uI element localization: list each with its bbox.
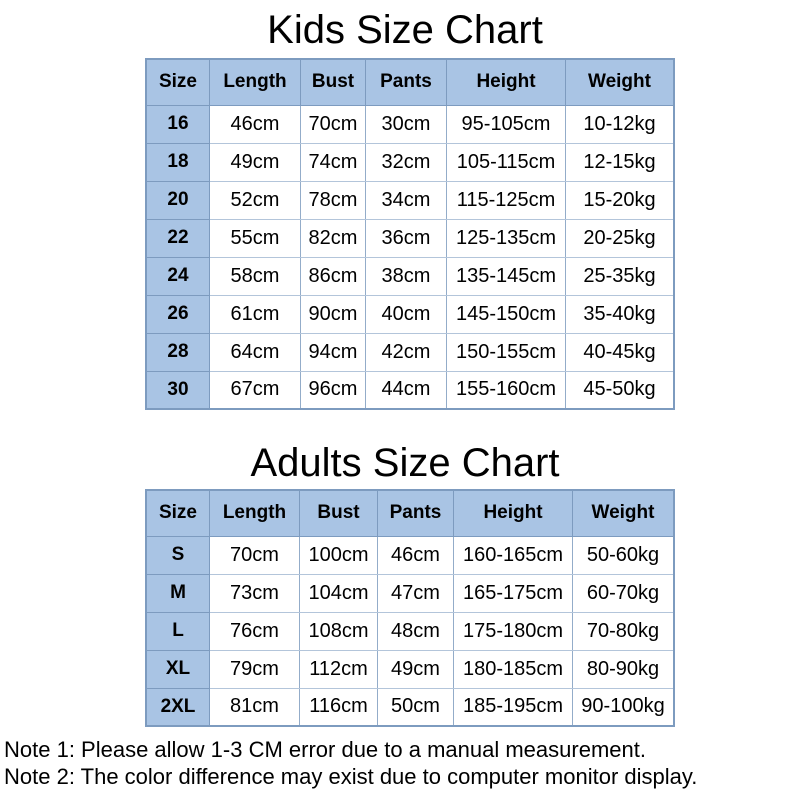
value-cell: 49cm [210, 143, 301, 181]
table-row [146, 105, 674, 143]
value-cell: 90cm [301, 295, 366, 333]
value-cell: 30cm [366, 105, 447, 143]
value-cell: 36cm [366, 219, 447, 257]
value-cell: 180-185cm [454, 650, 573, 688]
size-label-cell: 30 [146, 371, 210, 409]
value-cell: 160-165cm [454, 536, 573, 574]
size-label-cell: 26 [146, 295, 210, 333]
value-cell: 73cm [210, 574, 300, 612]
value-cell: 116cm [300, 688, 378, 726]
table-row [146, 612, 674, 650]
value-cell: 80-90kg [573, 650, 675, 688]
note-2: Note 2: The color difference may exist due to computer monitor display. [4, 764, 698, 789]
table-row [146, 219, 674, 257]
column-header-bust: Bust [300, 490, 378, 536]
value-cell: 105-115cm [447, 143, 566, 181]
table-row [146, 536, 674, 574]
value-cell: 108cm [300, 612, 378, 650]
column-header-length: Length [210, 59, 301, 105]
value-cell: 100cm [300, 536, 378, 574]
table-row [146, 181, 674, 219]
value-cell: 46cm [378, 536, 454, 574]
value-cell: 49cm [378, 650, 454, 688]
column-header-weight: Weight [573, 490, 675, 536]
value-cell: 185-195cm [454, 688, 573, 726]
value-cell: 52cm [210, 181, 301, 219]
table-row [146, 688, 674, 726]
value-cell: 38cm [366, 257, 447, 295]
value-cell: 34cm [366, 181, 447, 219]
header-row [146, 59, 674, 105]
value-cell: 44cm [366, 371, 447, 409]
value-cell: 150-155cm [447, 333, 566, 371]
size-label-cell: 28 [146, 333, 210, 371]
value-cell: 50cm [378, 688, 454, 726]
size-label-cell: 20 [146, 181, 210, 219]
value-cell: 47cm [378, 574, 454, 612]
value-cell: 32cm [366, 143, 447, 181]
table-row [146, 143, 674, 181]
column-header-height: Height [454, 490, 573, 536]
value-cell: 55cm [210, 219, 301, 257]
size-label-cell: L [146, 612, 210, 650]
value-cell: 74cm [301, 143, 366, 181]
table-row [146, 371, 674, 409]
value-cell: 67cm [210, 371, 301, 409]
column-header-height: Height [447, 59, 566, 105]
value-cell: 46cm [210, 105, 301, 143]
value-cell: 10-12kg [566, 105, 675, 143]
column-header-size: Size [146, 490, 210, 536]
table-row [146, 257, 674, 295]
value-cell: 42cm [366, 333, 447, 371]
table-row [146, 295, 674, 333]
size-label-cell: M [146, 574, 210, 612]
column-header-pants: Pants [366, 59, 447, 105]
value-cell: 95-105cm [447, 105, 566, 143]
adults-size-table [145, 489, 675, 727]
value-cell: 135-145cm [447, 257, 566, 295]
value-cell: 104cm [300, 574, 378, 612]
kids-chart-title: Kids Size Chart [267, 8, 543, 52]
column-header-bust: Bust [301, 59, 366, 105]
value-cell: 125-135cm [447, 219, 566, 257]
kids-size-table [145, 58, 675, 410]
column-header-size: Size [146, 59, 210, 105]
value-cell: 40-45kg [566, 333, 675, 371]
value-cell: 96cm [301, 371, 366, 409]
notes-block [4, 736, 796, 790]
value-cell: 175-180cm [454, 612, 573, 650]
value-cell: 64cm [210, 333, 301, 371]
value-cell: 40cm [366, 295, 447, 333]
value-cell: 50-60kg [573, 536, 675, 574]
size-label-cell: 16 [146, 105, 210, 143]
table-row [146, 333, 674, 371]
note-1: Note 1: Please allow 1-3 CM error due to a manual measurement. [4, 737, 646, 762]
table-row [146, 574, 674, 612]
value-cell: 58cm [210, 257, 301, 295]
value-cell: 155-160cm [447, 371, 566, 409]
value-cell: 15-20kg [566, 181, 675, 219]
size-label-cell: 2XL [146, 688, 210, 726]
value-cell: 70cm [301, 105, 366, 143]
value-cell: 76cm [210, 612, 300, 650]
size-label-cell: 18 [146, 143, 210, 181]
size-label-cell: 22 [146, 219, 210, 257]
value-cell: 145-150cm [447, 295, 566, 333]
size-label-cell: S [146, 536, 210, 574]
value-cell: 60-70kg [573, 574, 675, 612]
value-cell: 86cm [301, 257, 366, 295]
size-label-cell: 24 [146, 257, 210, 295]
value-cell: 45-50kg [566, 371, 675, 409]
table-row [146, 650, 674, 688]
header-row [146, 490, 674, 536]
column-header-length: Length [210, 490, 300, 536]
value-cell: 70cm [210, 536, 300, 574]
value-cell: 79cm [210, 650, 300, 688]
column-header-weight: Weight [566, 59, 675, 105]
value-cell: 12-15kg [566, 143, 675, 181]
value-cell: 25-35kg [566, 257, 675, 295]
value-cell: 165-175cm [454, 574, 573, 612]
value-cell: 48cm [378, 612, 454, 650]
value-cell: 78cm [301, 181, 366, 219]
value-cell: 112cm [300, 650, 378, 688]
value-cell: 90-100kg [573, 688, 675, 726]
adults-chart-title: Adults Size Chart [250, 441, 560, 485]
value-cell: 70-80kg [573, 612, 675, 650]
value-cell: 82cm [301, 219, 366, 257]
size-label-cell: XL [146, 650, 210, 688]
value-cell: 61cm [210, 295, 301, 333]
column-header-pants: Pants [378, 490, 454, 536]
value-cell: 115-125cm [447, 181, 566, 219]
value-cell: 94cm [301, 333, 366, 371]
value-cell: 81cm [210, 688, 300, 726]
value-cell: 20-25kg [566, 219, 675, 257]
value-cell: 35-40kg [566, 295, 675, 333]
